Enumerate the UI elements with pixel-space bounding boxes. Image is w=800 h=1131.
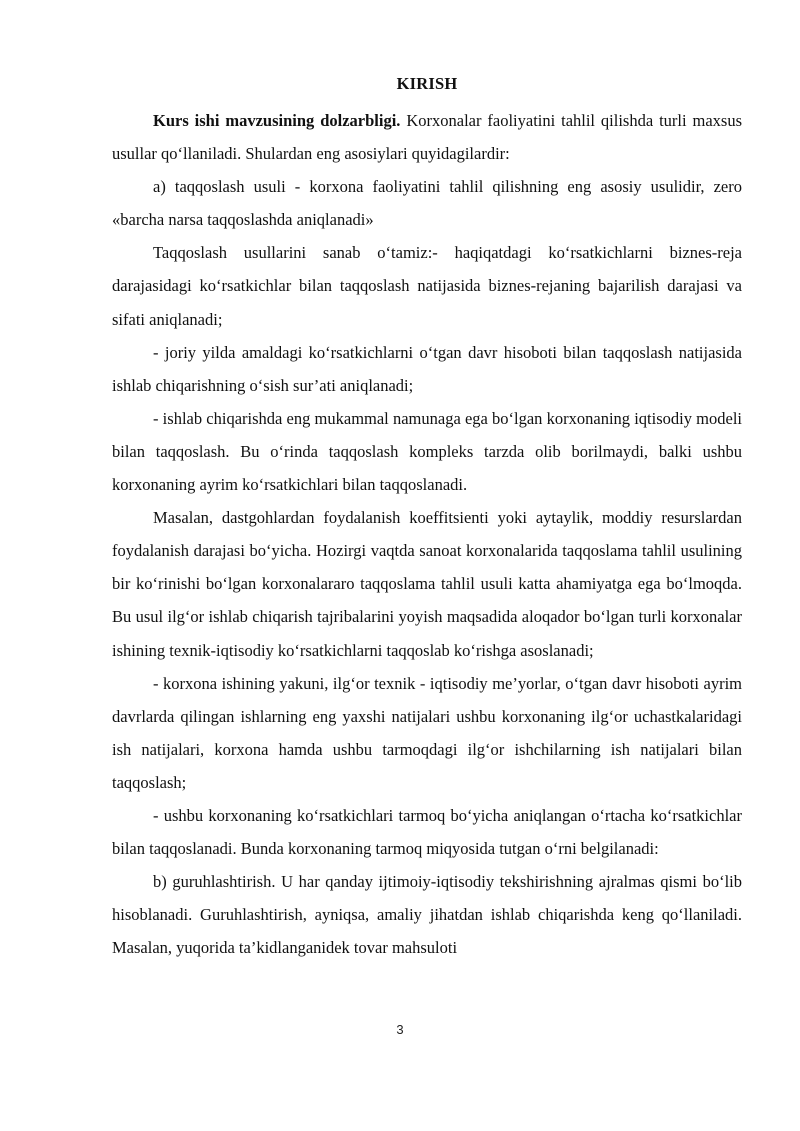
paragraph-text: Korxonalar faoliyatini tahlil qilishda turli maxsus usullar qo‘llaniladi. Shulardan eng asosiylari quyidagilardir: xyxy=(112,111,743,164)
paragraph-industry-average: - ushbu korxonaning ko‘rsatkichlari tarmoq bo‘yicha aniqlangan o‘rtacha ko‘rsatkichlar bilan taqqoslanadi. Bunda korxonaning tarmoq miqyosida tutgan o‘rni belgilanadi: xyxy=(112,805,742,859)
page-number: 3 xyxy=(396,1022,404,1037)
section-title: KIRISH xyxy=(396,74,458,93)
document-page xyxy=(112,72,742,964)
paragraph-economic-model: - ishlab chiqarishda eng mukammal namunaga ega bo‘lgan korxonaning iqtisodiy modeli bilan taqqoslash. Bu o‘rinda taqqoslash kompleks tarzda olib borilmaydi, balki ushbu korxonaning ayrim ko‘rsatkichlari bilan taqqoslanadi. xyxy=(112,408,742,495)
paragraph-comparison-types: Taqqoslash usullarini sanab o‘tamiz:- haqiqatdagi ko‘rsatkichlarni biznes-reja darajasidagi ko‘rsatkichlar bilan taqqoslash natijasida biznes-rejaning bajarilish darajasi va sifati aniqlanadi; xyxy=(112,243,742,329)
paragraph-example: Masalan, dastgohlardan foydalanish koeffitsienti yoki aytaylik, moddiy resurslardan foydalanish darajasi bo‘yicha. Hozirgi vaqtda sanoat korxonalarida taqqoslama tahlil usulining bir ko‘rinishi bo‘lgan korxonalararo taqqoslama tahlil usuli katta ahamiyatga ega bo‘lmoqda. Bu usul ilg‘or ishlab chiqarish tajribalarini yoyish maqsadida aloqador bo‘lgan turli korxonalar ishining texnik-iqtisodiy ko‘rsatkichlarni taqqoslab ko‘rishga asoslanadi; xyxy=(112,508,742,660)
paragraph-lead: Kurs ishi mavzusining dolzarbligi. xyxy=(153,111,401,130)
paragraph-comparison-method: a) taqqoslash usuli - korxona faoliyatini tahlil qilishning eng asosiy usulidir, zero «barcha narsa taqqoslashda aniqlanadi» xyxy=(112,177,742,230)
paragraph-results: - korxona ishining yakuni, ilg‘or texnik - iqtisodiy me’yorlar, o‘tgan davr hisoboti ayrim davrlarda qilingan ishlarning eng yaxshi natijalari ushbu korxonaning ilg‘or uchastkalaridagi ish natijalari, korxona hamda ushbu tarmoqdagi ilg‘or ishchilarning ish natijalari bilan taqqoslash; xyxy=(112,673,742,792)
paragraph-grouping: b) guruhlashtirish. U har qanday ijtimoiy-iqtisodiy tekshirishning ajralmas qismi bo‘lib hisoblanadi. Guruhlashtirish, ayniqsa, amaliy jihatdan ishlab chiqarishda keng qo‘llaniladi. Masalan, yuqorida ta’kidlanganidek tovar mahsuloti xyxy=(112,872,742,958)
paragraph-current-year: - joriy yilda amaldagi ko‘rsatkichlarni o‘tgan davr hisoboti bilan taqqoslash natijasida ishlab chiqarishning o‘sish sur’ati aniqlanadi; xyxy=(112,342,742,395)
paragraph-relevance xyxy=(112,104,742,170)
